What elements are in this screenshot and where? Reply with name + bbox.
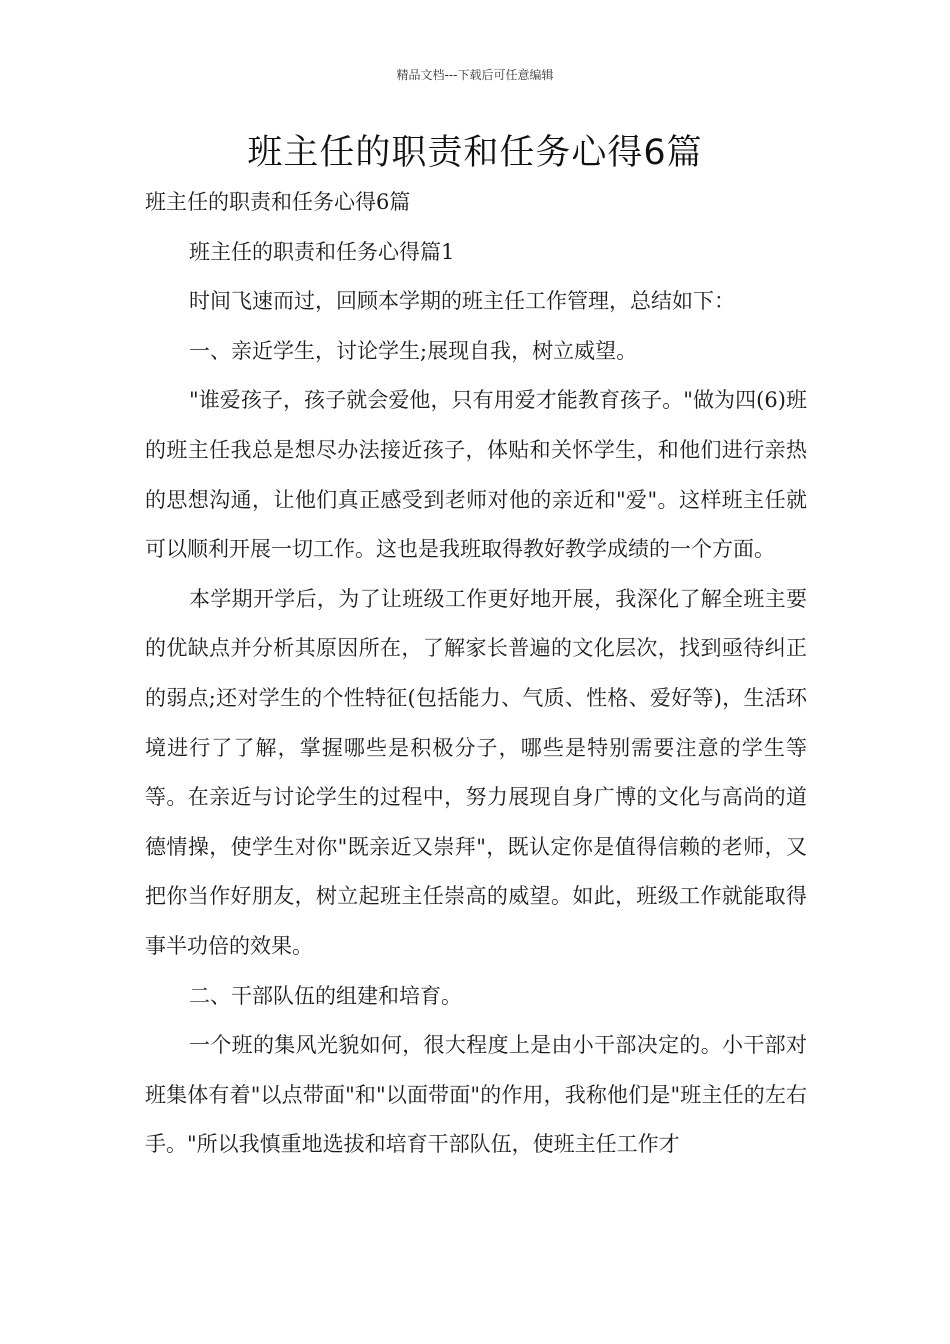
point-heading-2: 二、干部队伍的组建和培育。	[189, 983, 462, 1008]
header-note: 精品文档---下载后可任意编辑	[396, 68, 554, 82]
document-body	[145, 178, 807, 1170]
section-heading-1: 班主任的职责和任务心得篇1	[189, 239, 455, 264]
point-heading-1: 一、亲近学生，讨论学生;展现自我，树立威望。	[189, 338, 638, 363]
subtitle-paragraph: 班主任的职责和任务心得6篇	[145, 190, 411, 214]
body-paragraph: 本学期开学后，为了让班级工作更好地开展，我深化了解全班主要的优缺点并分析其原因所在，了解家长普遍的文化层次，找到亟待纠正的弱点;还对学生的个性特征(包括能力、气质、性格、爱好等)，生活环境进行了了解，掌握哪些是积极分子，哪些是特别需要注意的学生等等。在亲近与讨论学生的过程中，努力展现自身广博的文化与高尚的道德情操，使学生对你"既亲近又崇拜"，既认定你是值得信赖的老师，又把你当作好朋友，树立起班主任崇高的威望。如此，班级工作就能取得事半功倍的效果。	[145, 586, 807, 958]
document-title: 班主任的职责和任务心得6篇	[247, 133, 703, 173]
body-paragraph: 一个班的集风光貌如何，很大程度上是由小干部决定的。小干部对班集体有着"以点带面"和"以面带面"的作用，我称他们是"班主任的左右手。"所以我慎重地选拔和培育干部队伍，使班主任工作才	[145, 1033, 807, 1157]
intro-paragraph: 时间飞速而过，回顾本学期的班主任工作管理，总结如下：	[189, 289, 735, 314]
body-paragraph: "谁爱孩子，孩子就会爱他，只有用爱才能教育孩子。"做为四(6)班的班主任我总是想尽办法接近孩子，体贴和关怀学生，和他们进行亲热的思想沟通，让他们真正感受到老师对他的亲近和"爱"。这样班主任就可以顺利开展一切工作。这也是我班取得教好教学成绩的一个方面。	[145, 388, 807, 562]
